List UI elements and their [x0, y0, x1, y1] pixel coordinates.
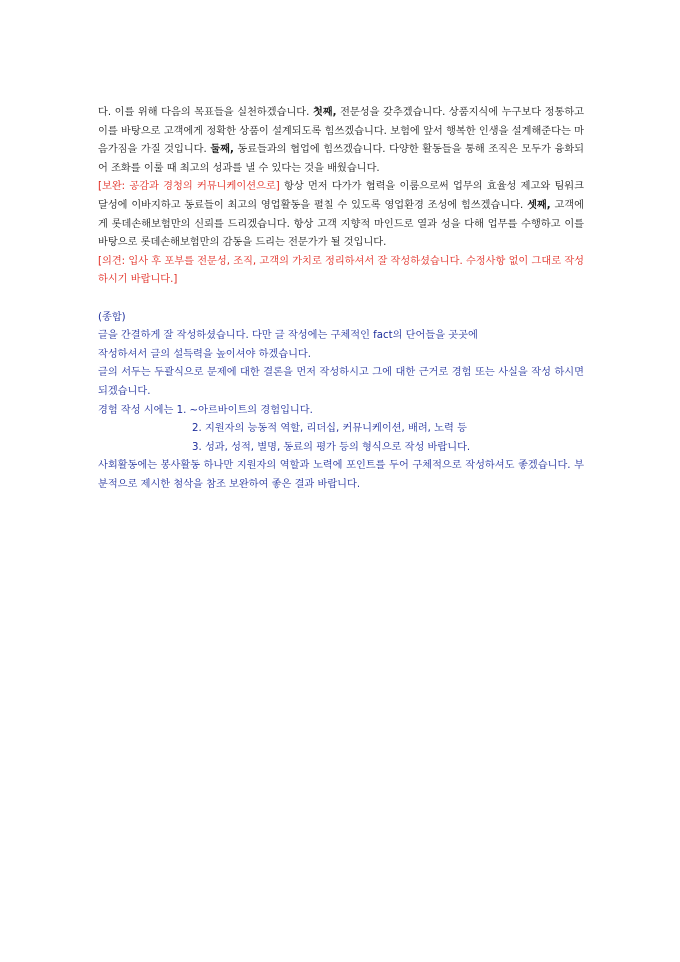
text: 다. 이를 위해 다음의 목표들을 실천하겠습니다. [98, 107, 313, 118]
experience-item: 2. 지원자의 능동적 역할, 리더십, 커뮤니케이션, 배려, 노력 등 [192, 423, 467, 435]
experience-item: 경험 작성 시에는 1. ~아르바이트의 경험입니다. [98, 404, 313, 416]
experience-item: 3. 성과, 성적, 별명, 동료의 평가 등의 형식으로 작성 바랍니다. [192, 441, 471, 453]
emphasis-second: 둘째, [210, 144, 234, 156]
paragraph-goals [98, 104, 584, 178]
spacer [98, 290, 584, 309]
text: 전문성을 갖추겠습니다. 상품지식에 누구보다 정통하고 이를 바탕으로 고객에게 정확한 상품이 설계되도록 힘쓰겠습니다. 보험에 앞서 행복한 인생을 설계해준다는 마음가짐을 가질 것입니다. [98, 107, 585, 156]
summary-section [98, 309, 584, 495]
summary-line: 글을 간결하게 잘 작성하셨습니다. 다만 글 작성에는 구체적인 fact의 단어들을 곳곳에 [98, 330, 478, 342]
document-body [98, 104, 584, 494]
summary-paragraph: 사회활동에는 봉사활동 하나만 지원자의 역할과 노력에 포인트를 두어 구체적으로 작성하셔도 좋겠습니다. 부분적으로 제시한 첨삭을 참조 보완하여 좋은 결과 바랍니다. [98, 460, 584, 490]
summary-paragraph: 글의 서두는 두괄식으로 문제에 대한 결론을 먼저 작성하시고 그에 대한 근거로 경험 또는 사실을 작성 하시면 되겠습니다. [98, 367, 584, 397]
text: 고객에게 롯데손해보험만의 신뢰를 드리겠습니다. 항상 고객 지향적 마인드로 열과 성을 다해 업무를 수행하고 이를 바탕으로 롯데손해보험만의 감동을 드리는 전문가가 될 것입니다. [98, 199, 584, 249]
paragraph-collaboration [98, 178, 584, 252]
summary-heading: (종합) [98, 311, 126, 323]
summary-line: 작성하셔서 글의 설득력을 높이셔야 하겠습니다. [98, 348, 312, 360]
text: 동료들과의 협업에 힘쓰겠습니다. 다양한 활동들을 통해 조직은 모두가 융화되어 조화를 이룰 때 최고의 성과를 낼 수 있다는 것을 배웠습니다. [98, 144, 584, 174]
text: 항상 먼저 다가가 협력을 이룸으로써 업무의 효율성 제고와 팀워크 달성에 이바지하고 동료들이 최고의 영업활동을 펼칠 수 있도록 영업환경 조성에 힘쓰겠습니다. [98, 181, 584, 211]
opinion-note: [의견: 입사 후 포부를 전문성, 조직, 고객의 가치로 정리하셔서 잘 작성하셨습니다. 수정사항 없이 그대로 작성하시기 바랍니다.] [98, 255, 584, 286]
emphasis-third: 셋째, [527, 199, 551, 211]
correction-label: [보완: 공감과 경청의 커뮤니케이션으로] [98, 181, 280, 193]
emphasis-first: 첫째, [312, 107, 337, 118]
